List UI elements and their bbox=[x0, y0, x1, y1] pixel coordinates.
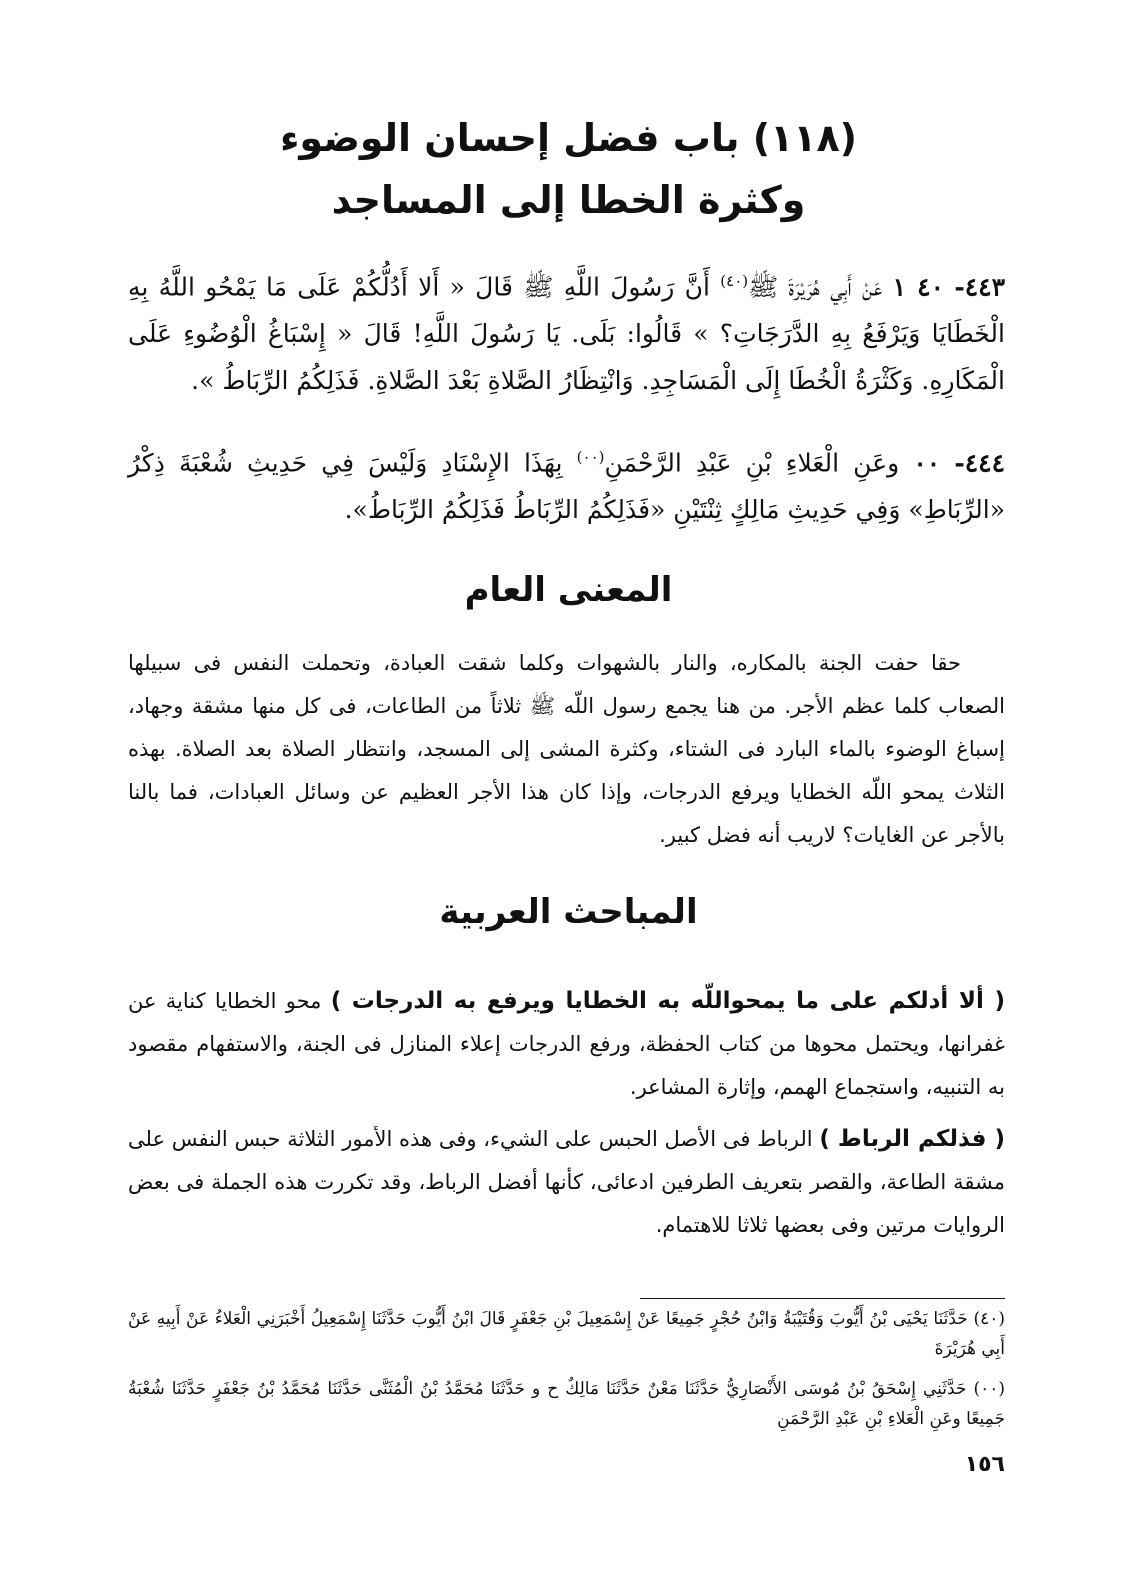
hadith-text: بِهَذَا الإِسْنَادِ وَلَيْسَ فِي حَدِيثِ شُعْبَةَ ذِكْرُ «الرِّبَاطِ» وَفِي حَدِيثِ مَالِكٍ ثِنْتَيْنِ «فَذَلِكُمُ الرِّبَاطُ فَذَلِكُمُ الرِّبَاطُ». bbox=[128, 448, 1005, 525]
quoted-phrase: ( فذلكم الرباط ) bbox=[819, 1126, 1005, 1152]
footnote-label: (٠٠) bbox=[973, 1379, 1006, 1399]
hadith-text: أَنَّ رَسُولَ اللَّهِ ﷺ قَالَ « أَلا أَدُلُّكُمْ عَلَى مَا يَمْحُو اللَّهُ بِهِ الْخَطَايَا وَيَرْفَعُ بِهِ الدَّرَجَاتِ؟ » قَالُوا: بَلَى. يَا رَسُولَ اللَّهِ! قَالَ « إِسْبَاغُ الْوُضُوءِ عَلَى الْمَكَارِهِ. وَكَثْرَةُ الْخُطَا إِلَى الْمَسَاجِدِ. وَانْتِظَارُ الصَّلاةِ بَعْدَ الصَّلاةِ. فَذَلِكُمُ الرِّبَاطُ ». bbox=[128, 272, 1005, 396]
quoted-phrase: ( ألا أدلكم على ما يمحواللّه به الخطايا ويرفع به الدرجات ) bbox=[330, 988, 1005, 1014]
hadith-444 bbox=[128, 434, 1005, 533]
chapter-title-line1: (١١٨) باب فضل إحسان الوضوء bbox=[279, 116, 858, 160]
page-number: ١٥٦ bbox=[964, 1452, 1005, 1477]
arabic-study-item bbox=[128, 1118, 1005, 1247]
footnote-text: حَدَّثَنِي إِسْحَقُ بْنُ مُوسَى الأَنْصَارِيُّ حَدَّثَنَا مَعْنٌ حَدَّثَنَا مَالِكٌ ح و حَدَّثَنَا مُحَمَّدُ بْنُ الْمُثَنَّى حَدَّثَنَا مُحَمَّدُ بْنُ جَعْفَرٍ حَدَّثَنَا شُعْبَةُ جَمِيعًا وعَنِ الْعَلاءِ بْنِ عَبْدِ الرَّحْمَنِ bbox=[128, 1379, 1005, 1429]
hadith-marker: ٠٠ bbox=[913, 448, 941, 478]
footnote-reference: (٤٠) bbox=[720, 272, 749, 290]
section-heading-arabic-studies: المباحث العربية bbox=[439, 892, 698, 932]
hadith-marker: ٤٠ ١ bbox=[892, 272, 945, 302]
footnote bbox=[128, 1374, 1005, 1434]
explanation-text: الرباط فى الأصل الحبس على الشيء، وفى هذه الأمور الثلاثة حبس النفس على مشقة الطاعة، والقصر بتعريف الطرفين ادعائى، كأنها أفضل الرباط، وقد تكررت هذه الجملة فى بعض الروايات مرتين وفى بعضها ثلاثا للاهتمام. bbox=[128, 1127, 1005, 1237]
hadith-narrator: وعَنِ الْعَلاءِ بْنِ عَبْدِ الرَّحْمَنِ bbox=[604, 448, 900, 478]
section-heading-general-meaning: المعنى العام bbox=[464, 570, 673, 610]
footnote-text: حَدَّثَنَا يَحْيَى بْنُ أَيُّوبَ وَقُتَيْبَةُ وَابْنُ حُجْرٍ جَمِيعًا عَنْ إِسْمَعِيلَ بْنِ جَعْفَرٍ قَالَ ابْنُ أَيُّوبَ حَدَّثَنَا إِسْمَعِيلُ أَخْبَرَنِي الْعَلاءُ عَنْ أَبِيهِ عَنْ أَبِي هُرَيْرَةَ bbox=[128, 1309, 1005, 1359]
footnote-divider bbox=[640, 1298, 1005, 1299]
hadith-443 bbox=[128, 258, 1005, 404]
hadith-number: ٤٤٤- bbox=[954, 448, 1006, 478]
chapter-title-line2: وكثرة الخطا إلى المساجد bbox=[331, 178, 806, 222]
footnote-reference: (٠٠) bbox=[576, 448, 605, 466]
general-meaning-paragraph: حقا حفت الجنة بالمكاره، والنار بالشهوات وكلما شقت العبادة، وتحملت النفس فى سبيلها الصعاب كلما عظم الأجر. من هنا يجمع رسول اللّه ﷺ ثلاثاً من الطاعات، فى كل منها مشقة وجهاد، إسباغ الوضوء بالماء البارد فى الشتاء، وكثرة المشى إلى المسجد، وانتظار الصلاة بعد الصلاة. بهذه الثلاث يمحو اللّه الخطايا ويرفع الدرجات، وإذا كان هذا الأجر العظيم عن وسائل العبادات، فما بالنا بالأجر عن الغايات؟ لاريب أنه فضل كبير. bbox=[128, 651, 1005, 847]
hadith-number: ٤٤٣- bbox=[954, 272, 1006, 302]
arabic-study-item bbox=[128, 980, 1005, 1109]
explanation-text: محو الخطايا كناية عن غفرانها، ويحتمل محوها من كتاب الحفظة، ورفع الدرجات إعلاء المنازل فى الجنة، والاستفهام مقصود به التنبيه، واستجماع الهمم، وإثارة المشاعر. bbox=[128, 989, 1005, 1099]
hadith-narrator: عَنْ أَبِي هُرَيْرَةَ ﷺ bbox=[748, 272, 883, 302]
footnote bbox=[128, 1304, 1005, 1364]
footnote-label: (٤٠) bbox=[973, 1309, 1005, 1329]
